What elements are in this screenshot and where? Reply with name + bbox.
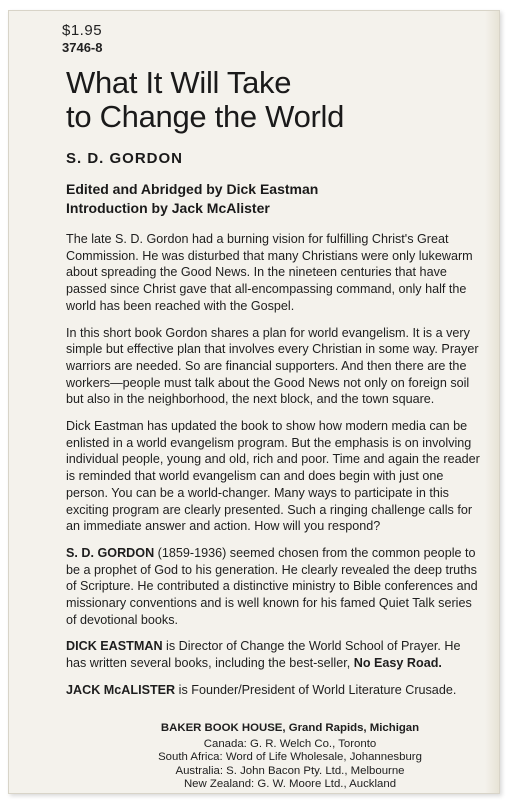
book-reference: No Easy Road. [353,656,442,671]
credits [66,180,318,218]
paragraph-6 [66,682,483,699]
publisher-headline: BAKER BOOK HOUSE, Grand Rapids, Michigan [160,722,420,734]
title-line-2: to Change the World [66,99,345,134]
paragraph-2: In this short book Gordon shares a plan for world evangelism. It is a very simple but effective plan that involves every Christian in some way. Prayer warriors are needed. So are financial supporters. And then there are the workers—people must talk about the Good News not only on foreign soil but also in the neighborhood, the next block, and the town square. [66,325,479,407]
mcalister-name: JACK McALISTER [66,682,176,697]
editor-credit: Edited and Abridged by Dick Eastman [66,181,319,197]
author-name: S. D. GORDON [66,150,184,167]
price-label: $1.95 [62,22,103,39]
paragraph-1: The late S. D. Gordon had a burning vision for fulfilling Christ's Great Commission. He was disturbed that many Christians were only lukewarm about spreading the Good News. In the nineteen centuries that have passed since Christ gave that all-encompassing command, only half the world has been reached with the Gospel. [66,232,473,313]
distributor-australia: Australia: S. John Bacon Pty. Ltd., Melbourne [175,764,405,777]
gordon-bio: (1859-1936) seemed chosen from the common people to be a prophet of God to his generation. He clearly revealed the deep truths of Scripture. He contributed a distinctive ministry to Bible conferences and missionary conventions and is well known for his famed Quiet Talk series of devotional books. [66,545,478,627]
page-edge [485,11,499,793]
mcalister-bio: is Founder/President of World Literature Crusade. [175,682,457,697]
title-line-1: What It Will Take [66,65,292,100]
introduction-credit: Introduction by Jack McAlister [66,200,270,216]
paragraph-5 [66,638,483,671]
publisher-block [120,722,460,792]
paragraph-4 [66,545,483,629]
book-title [66,66,344,134]
book-code: 3746-8 [62,40,103,55]
eastman-bio: is Director of Change the World School of Prayer. He has written several books, including the best-seller, [66,639,461,671]
gordon-name: S. D. GORDON [66,545,155,560]
distributor-canada: Canada: G. R. Welch Co., Toronto [203,737,377,750]
paragraph-3: Dick Eastman has updated the book to show how modern media can be enlisted in a world evangelism program. But the emphasis is on involving individual people, young and old, rich and poor. Time and again the reader is reminded that world evangelism can and does begin with just one person. You can be a world-changer. Many ways to participate in this exciting program are clearly presented. Such a ringing challenge calls for an immediate answer and action. How will you respond? [66,419,480,534]
eastman-name: DICK EASTMAN [66,639,163,654]
description-body [66,231,483,709]
distributor-south-africa: South Africa: Word of Life Wholesale, Johannesburg [158,751,422,763]
distributor-new-zealand: New Zealand: G. W. Moore Ltd., Auckland [183,778,397,790]
